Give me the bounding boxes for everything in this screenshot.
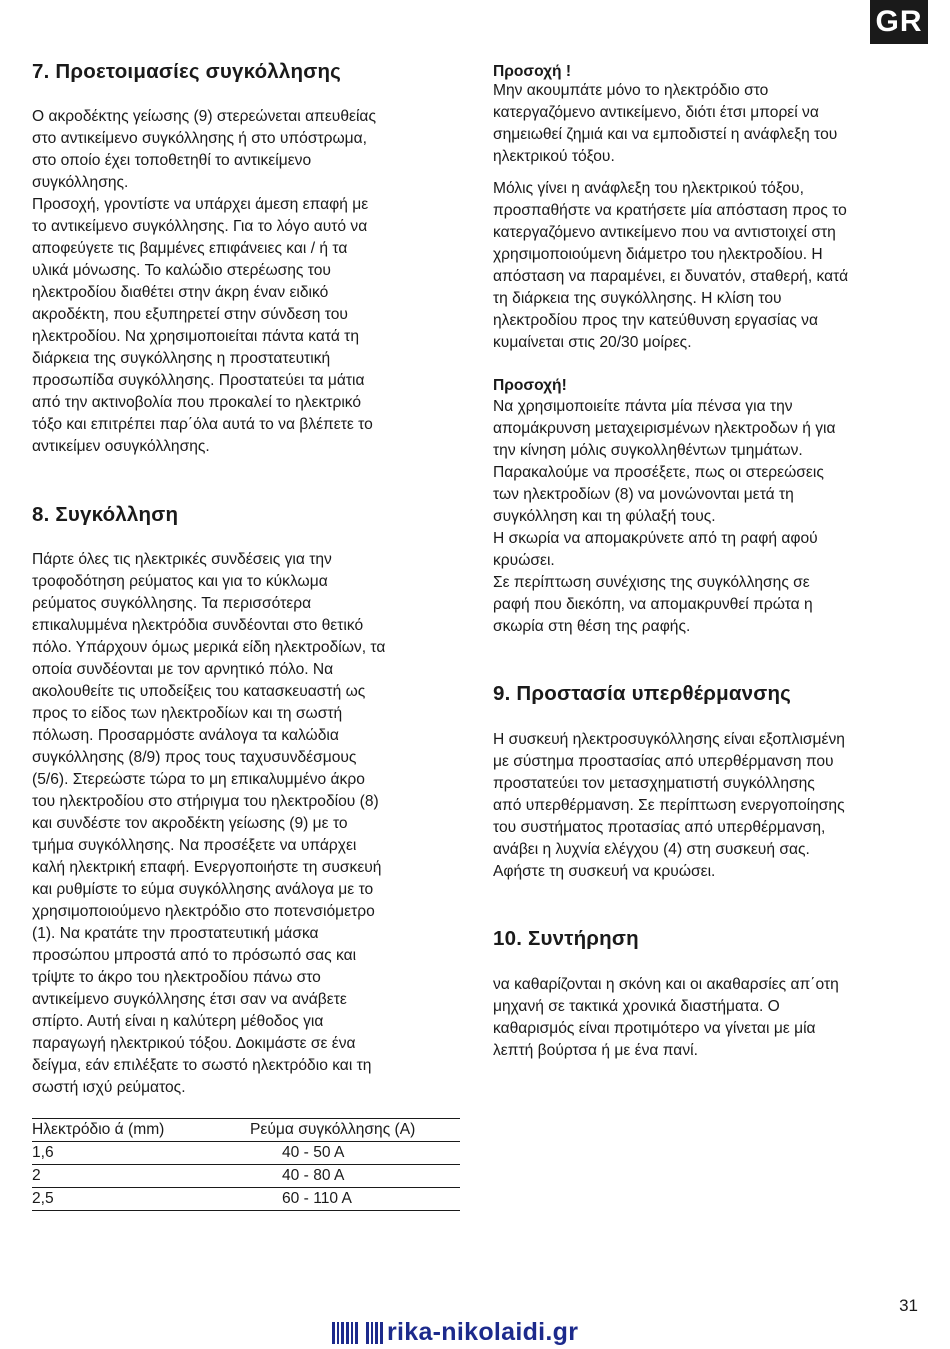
text-line: του ηλεκτροδίου στο στήριγμα του ηλεκτροδίου (8) — [32, 793, 379, 810]
text-line: να καθαρίζονται η σκόνη και οι ακαθαρσίες απ΄οτη — [493, 976, 839, 993]
table-cell-current: 60 - 110 A — [282, 1190, 352, 1207]
text-line: προστατεύει τον μετασχηματιστή συγκόλλησης — [493, 775, 815, 792]
table-row — [32, 1165, 460, 1188]
table-cell-electrode: 2 — [32, 1167, 41, 1184]
warning-2-title: Προσοχή! — [493, 377, 567, 394]
text-line: απομάκρυνση μεταχειρισμένων ηλεκτροδων ή για — [493, 420, 836, 437]
text-line: τόξο και επιτρέπει παρ΄όλα αυτά το να βλέπετε το — [32, 416, 373, 433]
text-line: ακολουθείτε τις υποδείξεις του κατασκευαστή ως — [32, 683, 366, 700]
text-line: Μην ακουμπάτε μόνο το ηλεκτρόδιο στο — [493, 82, 769, 99]
text-line: ηλεκτροδίου. Να χρησιμοποιείται πάντα κατά τη — [32, 328, 360, 345]
text-line: το αντικείμενο συγκόλλησης. Για το λόγο αυτό να — [32, 218, 368, 235]
text-line: προς το είδος των ηλεκτροδίων και τη σωστή — [32, 705, 343, 722]
table-cell-electrode: 1,6 — [32, 1144, 54, 1161]
section-9-body — [493, 729, 933, 883]
text-line: Πάρτε όλες τις ηλεκτρικές συνδέσεις για την — [32, 551, 332, 568]
page-number: 31 — [899, 1296, 918, 1315]
text-line: την κίνηση μόλις συγκολληθέντων τμημάτων. — [493, 442, 803, 459]
text-line: Αφήστε τη συσκευή να κρυώσει. — [493, 863, 716, 880]
text-line: σκωρία στη θέση της ραφής. — [493, 618, 691, 635]
text-line: Ο ακροδέκτης γείωσης (9) στερεώνεται απευθείας — [32, 108, 376, 125]
section-7-title: 7. Προετοιμασίες συγκόλλησης — [32, 60, 342, 83]
text-line: πόλωση. Προσαρμόστε ανάλογα τα καλώδια — [32, 727, 339, 744]
text-line: κατεργαζόμενο αντικείμενο που να αντιστοιχεί στη — [493, 224, 836, 241]
text-line: παραγωγή ηλεκτρικού τόξου. Δοκιμάστε σε ένα — [32, 1035, 356, 1052]
table-row — [32, 1188, 460, 1211]
text-line: του συστήματος προτασίας από υπερθέρμανση, — [493, 819, 826, 836]
text-line: Να χρησιμοποιείτε πάντα μία πένσα για την — [493, 398, 793, 415]
text-line: ακροδέκτη, που εξυπηρετεί στην σύνδεση του — [32, 306, 348, 323]
text-line: και συνδέστε τον ακροδέκτη γείωσης (9) με το — [32, 815, 348, 832]
text-line: πόλο. Υπάρχουν όμως μερικά είδη ηλεκτροδίων, τα — [32, 639, 386, 656]
text-line: κυμαίνεται στις 20/30 μοίρες. — [493, 334, 692, 351]
text-line: τμήμα συγκόλλησης. Να προσέξετε να υπάρχει — [32, 837, 357, 854]
section-9-title: 9. Προστασία υπερθέρμανσης — [493, 682, 792, 705]
table-cell-current: 40 - 80 A — [282, 1167, 345, 1184]
text-line: απόσταση να παραμένει, ει δυνατόν, σταθερή, κατά — [493, 268, 849, 285]
footer-watermark — [332, 1318, 578, 1346]
text-line: με σύστημα προστασίας από υπερθέρμανση που — [493, 753, 834, 770]
text-line: καθαρισμός είναι προτιμότερο να γίνεται με μία — [493, 1020, 816, 1037]
footer-watermark-text: rika-nikolaidi.gr — [387, 1317, 579, 1346]
warning-1-body — [493, 80, 933, 168]
table-header-current: Ρεύμα συγκόλλησης (A) — [250, 1121, 416, 1138]
section-8-body — [32, 549, 472, 1099]
text-line: αποφεύγετε τις βαμμένες επιφάνειες και / ή τα — [32, 240, 348, 257]
text-line: Η συσκευή ηλεκτροσυγκόλλησης είναι εξοπλισμένη — [493, 731, 845, 748]
text-line: ανάβει η λυχνία ελέγχου (4) στη συσκευή σας. — [493, 841, 810, 858]
electrode-current-table — [32, 1118, 460, 1211]
barcode-logo-icon — [332, 1320, 383, 1344]
section-7-body — [32, 106, 472, 458]
text-line: Σε περίπτωση συνέχισης της συγκόλλησης σε — [493, 574, 810, 591]
text-line: τη διάρκεια της συγκόλλησης. Η κλίση του — [493, 290, 782, 307]
text-line: λεπτή βούρτσα ή με ένα πανί. — [493, 1042, 698, 1059]
text-line: τρίψτε το άκρο του ηλεκτροδίου πάνω στο — [32, 969, 321, 986]
text-line: στο οποίο έχει τοποθετηθί το αντικείμενο — [32, 152, 312, 169]
section-10-body — [493, 974, 933, 1062]
text-line: ηλεκτροδίου διαθέτει στην άκρη έναν ειδικό — [32, 284, 329, 301]
text-line: προσωπίδα συγκόλλησης. Προστατεύει τα μάτια — [32, 372, 365, 389]
text-line: ρεύματος συγκόλλησης. Τα περισσότερα — [32, 595, 312, 612]
text-line: Παρακαλούμε να προσέξετε, πως οι στερεώσεις — [493, 464, 824, 481]
table-header-row — [32, 1119, 460, 1142]
text-line: (5/6). Στερεώστε τώρα το μη επικαλυμμένο άκρο — [32, 771, 365, 788]
text-line: ραφή που διεκόπη, να απομακρυνθεί πρώτα η — [493, 596, 813, 613]
arc-distance-paragraph — [493, 178, 933, 354]
table-row — [32, 1142, 460, 1165]
text-line: από υπερθέρμανση. Σε περίπτωση ενεργοποίησης — [493, 797, 845, 814]
section-10-title: 10. Συντήρηση — [493, 927, 639, 950]
text-line: κατεργαζόμενο αντικείμενο, διότι έτσι μπορεί να — [493, 104, 819, 121]
table-header-electrode: Ηλεκτρόδιο ά (mm) — [32, 1121, 165, 1138]
table-cell-current: 40 - 50 A — [282, 1144, 345, 1161]
text-line: Η σκωρία να απομακρύνετε από τη ραφή αφού — [493, 530, 818, 547]
text-line: συγκόλλησης. — [32, 174, 129, 191]
text-line: προσώπου μπροστά από το πρόσωπό σας και — [32, 947, 357, 964]
text-line: των ηλεκτροδίων (8) να μονώνονται μετά τη — [493, 486, 794, 503]
text-line: ηλεκτροδίου προς την κατεύθυνση εργασίας να — [493, 312, 818, 329]
text-line: διάρκεια της συγκόλλησης η προστατευτική — [32, 350, 331, 367]
text-line: Προσοχή, γροντίστε να υπάρχει άμεση επαφή με — [32, 196, 369, 213]
text-line: και ρυθμίστε το εύμα συγκόλλησης ανάλογα με το — [32, 881, 374, 898]
text-line: (1). Να κρατάτε την προστατευτική μάσκα — [32, 925, 319, 942]
warning-1-title: Προσοχή ! — [493, 63, 572, 80]
text-line: σωστή ισχύ ρεύματος. — [32, 1079, 186, 1096]
text-line: στο αντικείμενο συγκόλλησης ή στο υπόστρωμα, — [32, 130, 367, 147]
text-line: επικαλυμμένα ηλεκτρόδια συνδέονται στο θετικό — [32, 617, 364, 634]
warning-2-body — [493, 396, 933, 638]
text-line: σημειωθεί ζημιά και να εμποδιστεί η ανάφλεξη του — [493, 126, 838, 143]
table-cell-electrode: 2,5 — [32, 1190, 54, 1207]
text-line: χρησιμοποιούμενο ηλεκτρόδιο στο ποτενσιόμετρο — [32, 903, 375, 920]
text-line: χρησιμοποιούμενη διάμετρο του ηλεκτροδίου. Η — [493, 246, 823, 263]
text-line: συγκόλληση και τη φύλαξή τους. — [493, 508, 716, 525]
section-8-title: 8. Συγκόλληση — [32, 503, 179, 526]
language-tab: GR — [870, 0, 928, 44]
text-line: ηλεκτρικού τόξου. — [493, 148, 615, 165]
text-line: κρυώσει. — [493, 552, 555, 569]
text-line: αντικείμενο συγκόλλησης έτσι σαν να ανάβετε — [32, 991, 347, 1008]
text-line: από την ακτινοβολία που προκαλεί το ηλεκτρικό — [32, 394, 362, 411]
text-line: μηχανή σε τακτικά χρονικά διαστήματα. Ο — [493, 998, 780, 1015]
text-line: οποία συνδέονται με τον αρνητικό πόλο. Να — [32, 661, 334, 678]
text-line: αντικείμεν οσυγκόλλησης. — [32, 438, 210, 455]
text-line: σπίρτο. Αυτή είναι η καλύτερη μέθοδος για — [32, 1013, 324, 1030]
text-line: συγκόλλησης (8/9) προς τους ταχυσυνδέσμους — [32, 749, 357, 766]
text-line: προσπαθήστε να κρατήσετε μία απόσταση προς το — [493, 202, 847, 219]
text-line: τροφοδότηση ρεύματος και για το κύκλωμα — [32, 573, 328, 590]
text-line: υλικά μόνωσης. Το καλώδιο στερέωσης του — [32, 262, 331, 279]
text-line: Μόλις γίνει η ανάφλεξη του ηλεκτρικού τόξου, — [493, 180, 804, 197]
text-line: καλή ηλεκτρική επαφή. Ενεργοποιήστε τη συσκευή — [32, 859, 382, 876]
text-line: δείγμα, εάν επιλέξατε το σωστό ηλεκτρόδιο και τη — [32, 1057, 372, 1074]
